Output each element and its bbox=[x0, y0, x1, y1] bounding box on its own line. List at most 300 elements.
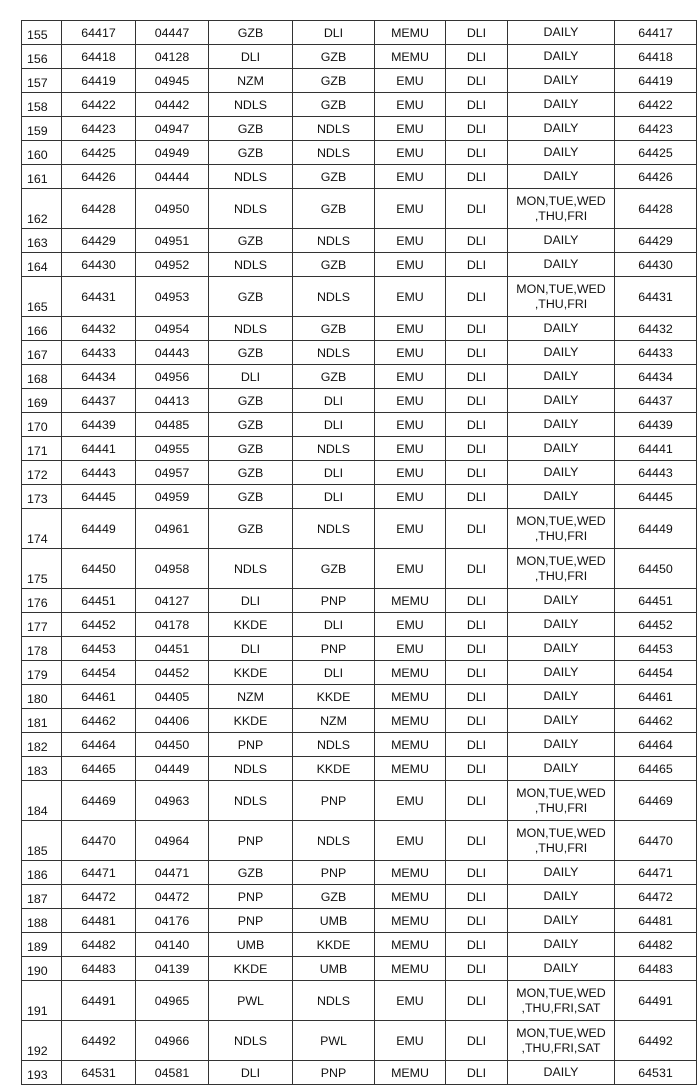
cell-train-type: EMU bbox=[375, 365, 446, 389]
table-row bbox=[22, 613, 697, 637]
cell-from-station: KKDE bbox=[209, 613, 293, 637]
cell-train-number-repeat: 64418 bbox=[615, 45, 697, 69]
cell-from-station: DLI bbox=[209, 45, 293, 69]
cell-to-station: DLI bbox=[293, 485, 375, 509]
cell-old-number: 04947 bbox=[136, 117, 209, 141]
cell-from-station: GZB bbox=[209, 437, 293, 461]
cell-from-station: GZB bbox=[209, 509, 293, 549]
cell-train-number: 64450 bbox=[62, 549, 136, 589]
cell-days-of-run: MON,TUE,WED ,THU,FRI,SAT bbox=[508, 981, 615, 1021]
cell-serial-number: 185 bbox=[22, 821, 62, 861]
cell-days-of-run: DAILY bbox=[508, 637, 615, 661]
cell-division: DLI bbox=[446, 141, 508, 165]
cell-train-type: MEMU bbox=[375, 861, 446, 885]
cell-train-type: MEMU bbox=[375, 45, 446, 69]
table-row bbox=[22, 909, 697, 933]
cell-train-number: 64481 bbox=[62, 909, 136, 933]
cell-train-number: 64445 bbox=[62, 485, 136, 509]
cell-from-station: DLI bbox=[209, 637, 293, 661]
table-row bbox=[22, 981, 697, 1021]
cell-to-station: GZB bbox=[293, 93, 375, 117]
cell-days-of-run: DAILY bbox=[508, 165, 615, 189]
cell-train-type: EMU bbox=[375, 637, 446, 661]
cell-days-of-run: DAILY bbox=[508, 229, 615, 253]
cell-train-type: EMU bbox=[375, 389, 446, 413]
cell-to-station: NDLS bbox=[293, 981, 375, 1021]
cell-serial-number: 187 bbox=[22, 885, 62, 909]
cell-old-number: 04945 bbox=[136, 69, 209, 93]
cell-old-number: 04127 bbox=[136, 589, 209, 613]
cell-old-number: 04958 bbox=[136, 549, 209, 589]
cell-to-station: DLI bbox=[293, 661, 375, 685]
cell-old-number: 04128 bbox=[136, 45, 209, 69]
cell-train-number: 64431 bbox=[62, 277, 136, 317]
cell-train-type: EMU bbox=[375, 981, 446, 1021]
cell-days-of-run: DAILY bbox=[508, 117, 615, 141]
cell-days-of-run: DAILY bbox=[508, 141, 615, 165]
cell-days-of-run: MON,TUE,WED ,THU,FRI bbox=[508, 821, 615, 861]
cell-days-of-run: DAILY bbox=[508, 957, 615, 981]
cell-train-type: EMU bbox=[375, 277, 446, 317]
cell-serial-number: 168 bbox=[22, 365, 62, 389]
cell-division: DLI bbox=[446, 613, 508, 637]
cell-division: DLI bbox=[446, 461, 508, 485]
cell-division: DLI bbox=[446, 861, 508, 885]
cell-from-station: NDLS bbox=[209, 189, 293, 229]
cell-train-number-repeat: 64450 bbox=[615, 549, 697, 589]
cell-train-number-repeat: 64430 bbox=[615, 253, 697, 277]
cell-train-type: EMU bbox=[375, 509, 446, 549]
cell-train-number-repeat: 64471 bbox=[615, 861, 697, 885]
cell-to-station: PNP bbox=[293, 861, 375, 885]
cell-from-station: NZM bbox=[209, 685, 293, 709]
table-row bbox=[22, 141, 697, 165]
cell-train-type: EMU bbox=[375, 413, 446, 437]
cell-train-number: 64428 bbox=[62, 189, 136, 229]
cell-train-number: 64422 bbox=[62, 93, 136, 117]
cell-train-type: MEMU bbox=[375, 933, 446, 957]
cell-train-number: 64441 bbox=[62, 437, 136, 461]
cell-division: DLI bbox=[446, 1061, 508, 1085]
cell-old-number: 04452 bbox=[136, 661, 209, 685]
cell-old-number: 04954 bbox=[136, 317, 209, 341]
cell-to-station: GZB bbox=[293, 253, 375, 277]
cell-old-number: 04953 bbox=[136, 277, 209, 317]
cell-from-station: GZB bbox=[209, 21, 293, 45]
cell-train-type: EMU bbox=[375, 437, 446, 461]
table-row bbox=[22, 685, 697, 709]
cell-serial-number: 159 bbox=[22, 117, 62, 141]
cell-division: DLI bbox=[446, 933, 508, 957]
cell-to-station: NDLS bbox=[293, 341, 375, 365]
cell-train-number-repeat: 64465 bbox=[615, 757, 697, 781]
cell-to-station: NZM bbox=[293, 709, 375, 733]
cell-from-station: GZB bbox=[209, 117, 293, 141]
cell-days-of-run: DAILY bbox=[508, 661, 615, 685]
cell-train-number: 64462 bbox=[62, 709, 136, 733]
cell-train-number-repeat: 64462 bbox=[615, 709, 697, 733]
cell-days-of-run: MON,TUE,WED ,THU,FRI bbox=[508, 549, 615, 589]
cell-serial-number: 175 bbox=[22, 549, 62, 589]
cell-train-type: EMU bbox=[375, 229, 446, 253]
cell-days-of-run: DAILY bbox=[508, 389, 615, 413]
cell-train-type: EMU bbox=[375, 93, 446, 117]
cell-train-type: EMU bbox=[375, 1021, 446, 1061]
cell-old-number: 04581 bbox=[136, 1061, 209, 1085]
cell-serial-number: 169 bbox=[22, 389, 62, 413]
cell-train-type: MEMU bbox=[375, 21, 446, 45]
cell-old-number: 04176 bbox=[136, 909, 209, 933]
cell-division: DLI bbox=[446, 485, 508, 509]
cell-serial-number: 170 bbox=[22, 413, 62, 437]
cell-train-number-repeat: 64483 bbox=[615, 957, 697, 981]
table-row bbox=[22, 821, 697, 861]
cell-train-number-repeat: 64428 bbox=[615, 189, 697, 229]
cell-train-type: EMU bbox=[375, 317, 446, 341]
cell-train-number-repeat: 64464 bbox=[615, 733, 697, 757]
cell-train-type: MEMU bbox=[375, 957, 446, 981]
cell-days-of-run: MON,TUE,WED ,THU,FRI bbox=[508, 509, 615, 549]
cell-from-station: PNP bbox=[209, 885, 293, 909]
cell-old-number: 04966 bbox=[136, 1021, 209, 1061]
cell-from-station: GZB bbox=[209, 485, 293, 509]
cell-serial-number: 157 bbox=[22, 69, 62, 93]
cell-from-station: PWL bbox=[209, 981, 293, 1021]
cell-old-number: 04447 bbox=[136, 21, 209, 45]
cell-serial-number: 182 bbox=[22, 733, 62, 757]
cell-train-number: 64426 bbox=[62, 165, 136, 189]
table-row bbox=[22, 637, 697, 661]
cell-train-number-repeat: 64461 bbox=[615, 685, 697, 709]
cell-train-number-repeat: 64434 bbox=[615, 365, 697, 389]
table-row bbox=[22, 709, 697, 733]
cell-to-station: DLI bbox=[293, 613, 375, 637]
table-row bbox=[22, 389, 697, 413]
cell-train-type: EMU bbox=[375, 69, 446, 93]
cell-old-number: 04963 bbox=[136, 781, 209, 821]
cell-train-type: MEMU bbox=[375, 885, 446, 909]
cell-serial-number: 172 bbox=[22, 461, 62, 485]
cell-days-of-run: DAILY bbox=[508, 1061, 615, 1085]
cell-train-number-repeat: 64422 bbox=[615, 93, 697, 117]
cell-old-number: 04961 bbox=[136, 509, 209, 549]
cell-old-number: 04413 bbox=[136, 389, 209, 413]
cell-to-station: PNP bbox=[293, 781, 375, 821]
cell-serial-number: 158 bbox=[22, 93, 62, 117]
cell-to-station: UMB bbox=[293, 909, 375, 933]
cell-division: DLI bbox=[446, 365, 508, 389]
cell-to-station: UMB bbox=[293, 957, 375, 981]
cell-train-number: 64430 bbox=[62, 253, 136, 277]
cell-train-type: EMU bbox=[375, 253, 446, 277]
cell-to-station: GZB bbox=[293, 317, 375, 341]
cell-train-number: 64452 bbox=[62, 613, 136, 637]
cell-serial-number: 181 bbox=[22, 709, 62, 733]
cell-train-type: EMU bbox=[375, 781, 446, 821]
cell-old-number: 04449 bbox=[136, 757, 209, 781]
cell-to-station: NDLS bbox=[293, 509, 375, 549]
table-row bbox=[22, 589, 697, 613]
table-row bbox=[22, 117, 697, 141]
cell-to-station: DLI bbox=[293, 461, 375, 485]
cell-from-station: NDLS bbox=[209, 757, 293, 781]
cell-division: DLI bbox=[446, 229, 508, 253]
cell-train-number-repeat: 64423 bbox=[615, 117, 697, 141]
cell-train-type: MEMU bbox=[375, 909, 446, 933]
cell-division: DLI bbox=[446, 437, 508, 461]
table-row bbox=[22, 661, 697, 685]
cell-to-station: GZB bbox=[293, 549, 375, 589]
cell-to-station: NDLS bbox=[293, 229, 375, 253]
cell-train-number-repeat: 64426 bbox=[615, 165, 697, 189]
cell-days-of-run: DAILY bbox=[508, 885, 615, 909]
cell-train-number-repeat: 64425 bbox=[615, 141, 697, 165]
cell-train-number-repeat: 64433 bbox=[615, 341, 697, 365]
cell-train-number: 64419 bbox=[62, 69, 136, 93]
cell-serial-number: 193 bbox=[22, 1061, 62, 1085]
table-row bbox=[22, 69, 697, 93]
cell-from-station: DLI bbox=[209, 589, 293, 613]
cell-old-number: 04950 bbox=[136, 189, 209, 229]
cell-serial-number: 165 bbox=[22, 277, 62, 317]
cell-division: DLI bbox=[446, 189, 508, 229]
cell-serial-number: 190 bbox=[22, 957, 62, 981]
table-row bbox=[22, 461, 697, 485]
table-row bbox=[22, 413, 697, 437]
cell-to-station: GZB bbox=[293, 885, 375, 909]
cell-train-number: 64492 bbox=[62, 1021, 136, 1061]
cell-to-station: GZB bbox=[293, 165, 375, 189]
cell-division: DLI bbox=[446, 21, 508, 45]
cell-train-type: EMU bbox=[375, 189, 446, 229]
cell-train-number: 64429 bbox=[62, 229, 136, 253]
cell-from-station: GZB bbox=[209, 861, 293, 885]
table-row bbox=[22, 365, 697, 389]
cell-days-of-run: DAILY bbox=[508, 93, 615, 117]
cell-train-number-repeat: 64449 bbox=[615, 509, 697, 549]
cell-from-station: GZB bbox=[209, 341, 293, 365]
table-row bbox=[22, 733, 697, 757]
table-row bbox=[22, 21, 697, 45]
cell-to-station: DLI bbox=[293, 389, 375, 413]
table-row bbox=[22, 781, 697, 821]
cell-from-station: DLI bbox=[209, 1061, 293, 1085]
cell-division: DLI bbox=[446, 45, 508, 69]
cell-train-number: 64465 bbox=[62, 757, 136, 781]
cell-serial-number: 156 bbox=[22, 45, 62, 69]
cell-from-station: GZB bbox=[209, 389, 293, 413]
cell-old-number: 04949 bbox=[136, 141, 209, 165]
cell-to-station: GZB bbox=[293, 69, 375, 93]
cell-train-number-repeat: 64470 bbox=[615, 821, 697, 861]
cell-from-station: KKDE bbox=[209, 709, 293, 733]
cell-train-type: MEMU bbox=[375, 661, 446, 685]
cell-serial-number: 186 bbox=[22, 861, 62, 885]
cell-days-of-run: DAILY bbox=[508, 733, 615, 757]
cell-from-station: NDLS bbox=[209, 253, 293, 277]
cell-from-station: PNP bbox=[209, 821, 293, 861]
cell-division: DLI bbox=[446, 117, 508, 141]
cell-from-station: GZB bbox=[209, 461, 293, 485]
cell-to-station: PWL bbox=[293, 1021, 375, 1061]
cell-train-number-repeat: 64531 bbox=[615, 1061, 697, 1085]
cell-serial-number: 173 bbox=[22, 485, 62, 509]
cell-old-number: 04485 bbox=[136, 413, 209, 437]
cell-train-number-repeat: 64491 bbox=[615, 981, 697, 1021]
cell-serial-number: 189 bbox=[22, 933, 62, 957]
cell-train-number: 64482 bbox=[62, 933, 136, 957]
cell-to-station: PNP bbox=[293, 589, 375, 613]
cell-division: DLI bbox=[446, 413, 508, 437]
cell-days-of-run: MON,TUE,WED ,THU,FRI bbox=[508, 189, 615, 229]
cell-old-number: 04442 bbox=[136, 93, 209, 117]
cell-division: DLI bbox=[446, 781, 508, 821]
cell-days-of-run: DAILY bbox=[508, 45, 615, 69]
table-row bbox=[22, 757, 697, 781]
cell-serial-number: 178 bbox=[22, 637, 62, 661]
table-row bbox=[22, 317, 697, 341]
cell-old-number: 04955 bbox=[136, 437, 209, 461]
cell-train-number: 64417 bbox=[62, 21, 136, 45]
cell-train-type: EMU bbox=[375, 341, 446, 365]
cell-train-number: 64423 bbox=[62, 117, 136, 141]
cell-train-type: EMU bbox=[375, 461, 446, 485]
cell-old-number: 04178 bbox=[136, 613, 209, 637]
cell-days-of-run: DAILY bbox=[508, 485, 615, 509]
cell-division: DLI bbox=[446, 733, 508, 757]
cell-division: DLI bbox=[446, 981, 508, 1021]
cell-serial-number: 171 bbox=[22, 437, 62, 461]
table-row bbox=[22, 189, 697, 229]
cell-days-of-run: DAILY bbox=[508, 21, 615, 45]
cell-division: DLI bbox=[446, 253, 508, 277]
cell-days-of-run: DAILY bbox=[508, 341, 615, 365]
table-row bbox=[22, 277, 697, 317]
cell-train-number: 64418 bbox=[62, 45, 136, 69]
cell-train-number-repeat: 64454 bbox=[615, 661, 697, 685]
cell-train-number: 64425 bbox=[62, 141, 136, 165]
cell-train-number-repeat: 64439 bbox=[615, 413, 697, 437]
cell-serial-number: 160 bbox=[22, 141, 62, 165]
cell-train-number-repeat: 64431 bbox=[615, 277, 697, 317]
cell-to-station: PNP bbox=[293, 1061, 375, 1085]
cell-days-of-run: MON,TUE,WED ,THU,FRI,SAT bbox=[508, 1021, 615, 1061]
cell-to-station: NDLS bbox=[293, 821, 375, 861]
cell-division: DLI bbox=[446, 93, 508, 117]
cell-days-of-run: DAILY bbox=[508, 685, 615, 709]
cell-division: DLI bbox=[446, 757, 508, 781]
cell-days-of-run: DAILY bbox=[508, 413, 615, 437]
cell-train-number-repeat: 64472 bbox=[615, 885, 697, 909]
cell-days-of-run: MON,TUE,WED ,THU,FRI bbox=[508, 277, 615, 317]
cell-serial-number: 176 bbox=[22, 589, 62, 613]
cell-train-number: 64454 bbox=[62, 661, 136, 685]
table-row bbox=[22, 341, 697, 365]
cell-serial-number: 163 bbox=[22, 229, 62, 253]
cell-train-number-repeat: 64453 bbox=[615, 637, 697, 661]
cell-to-station: GZB bbox=[293, 189, 375, 229]
cell-train-number-repeat: 64481 bbox=[615, 909, 697, 933]
cell-from-station: NDLS bbox=[209, 1021, 293, 1061]
cell-to-station: NDLS bbox=[293, 277, 375, 317]
table-row bbox=[22, 165, 697, 189]
cell-train-type: EMU bbox=[375, 117, 446, 141]
cell-division: DLI bbox=[446, 69, 508, 93]
cell-train-number-repeat: 64445 bbox=[615, 485, 697, 509]
cell-division: DLI bbox=[446, 661, 508, 685]
cell-division: DLI bbox=[446, 589, 508, 613]
cell-serial-number: 191 bbox=[22, 981, 62, 1021]
cell-train-number-repeat: 64417 bbox=[615, 21, 697, 45]
cell-train-number: 64483 bbox=[62, 957, 136, 981]
cell-from-station: NDLS bbox=[209, 317, 293, 341]
cell-old-number: 04472 bbox=[136, 885, 209, 909]
cell-old-number: 04450 bbox=[136, 733, 209, 757]
cell-to-station: DLI bbox=[293, 413, 375, 437]
cell-serial-number: 180 bbox=[22, 685, 62, 709]
cell-to-station: PNP bbox=[293, 637, 375, 661]
cell-train-type: MEMU bbox=[375, 733, 446, 757]
cell-train-number: 64453 bbox=[62, 637, 136, 661]
cell-from-station: NDLS bbox=[209, 93, 293, 117]
cell-old-number: 04965 bbox=[136, 981, 209, 1021]
table-row bbox=[22, 1061, 697, 1085]
cell-days-of-run: DAILY bbox=[508, 253, 615, 277]
cell-from-station: NDLS bbox=[209, 549, 293, 589]
cell-old-number: 04405 bbox=[136, 685, 209, 709]
cell-serial-number: 184 bbox=[22, 781, 62, 821]
cell-serial-number: 174 bbox=[22, 509, 62, 549]
cell-days-of-run: DAILY bbox=[508, 589, 615, 613]
train-schedule-table bbox=[21, 20, 697, 1085]
cell-days-of-run: DAILY bbox=[508, 365, 615, 389]
cell-train-number-repeat: 64469 bbox=[615, 781, 697, 821]
cell-serial-number: 188 bbox=[22, 909, 62, 933]
cell-from-station: NZM bbox=[209, 69, 293, 93]
cell-train-number: 64471 bbox=[62, 861, 136, 885]
cell-train-number: 64439 bbox=[62, 413, 136, 437]
cell-old-number: 04444 bbox=[136, 165, 209, 189]
cell-train-number-repeat: 64443 bbox=[615, 461, 697, 485]
cell-train-number: 64437 bbox=[62, 389, 136, 413]
cell-to-station: NDLS bbox=[293, 733, 375, 757]
cell-to-station: NDLS bbox=[293, 117, 375, 141]
cell-days-of-run: MON,TUE,WED ,THU,FRI bbox=[508, 781, 615, 821]
table-row bbox=[22, 485, 697, 509]
cell-from-station: PNP bbox=[209, 733, 293, 757]
cell-days-of-run: DAILY bbox=[508, 933, 615, 957]
table-row bbox=[22, 549, 697, 589]
cell-old-number: 04951 bbox=[136, 229, 209, 253]
cell-serial-number: 166 bbox=[22, 317, 62, 341]
cell-division: DLI bbox=[446, 885, 508, 909]
cell-from-station: NDLS bbox=[209, 781, 293, 821]
cell-division: DLI bbox=[446, 909, 508, 933]
cell-to-station: NDLS bbox=[293, 437, 375, 461]
cell-train-type: MEMU bbox=[375, 589, 446, 613]
cell-from-station: KKDE bbox=[209, 957, 293, 981]
cell-train-number: 64491 bbox=[62, 981, 136, 1021]
table-row bbox=[22, 93, 697, 117]
cell-to-station: NDLS bbox=[293, 141, 375, 165]
cell-train-number: 64472 bbox=[62, 885, 136, 909]
table-row bbox=[22, 437, 697, 461]
cell-train-number-repeat: 64451 bbox=[615, 589, 697, 613]
cell-from-station: GZB bbox=[209, 229, 293, 253]
cell-division: DLI bbox=[446, 821, 508, 861]
cell-train-number: 64469 bbox=[62, 781, 136, 821]
table-row bbox=[22, 229, 697, 253]
